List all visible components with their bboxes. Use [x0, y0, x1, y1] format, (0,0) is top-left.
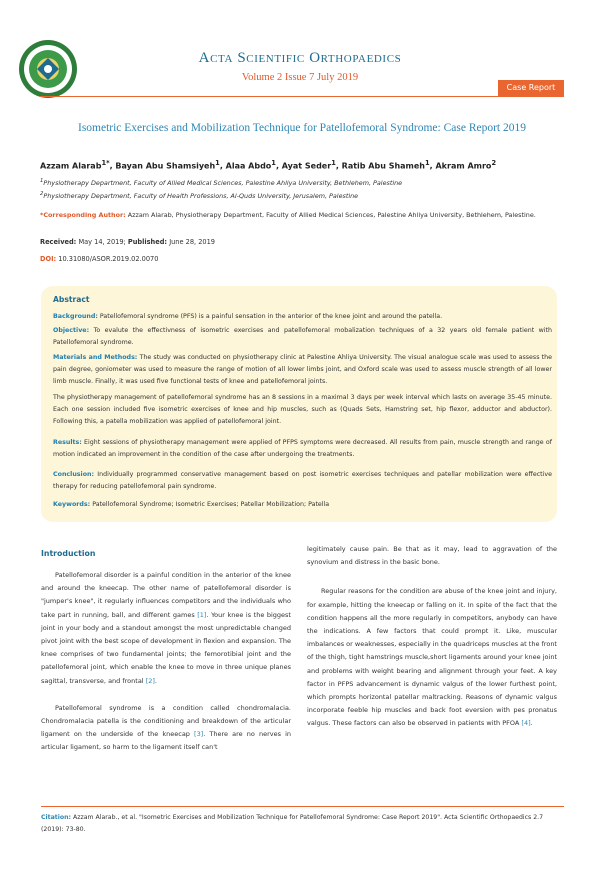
methods-label: Materials and Methods: [53, 354, 138, 361]
author-name: Ratib Abu Shameh [341, 161, 426, 171]
objective-label: Objective: [53, 327, 90, 334]
article-type-badge: Case Report [498, 80, 564, 96]
corresponding-text: Azzam Alarab, Physiotherapy Department, Faculty of Allied Medical Sciences, Palestine Ahliya University, Bethlehem, Palestine. [127, 211, 536, 219]
abstract-objective [53, 325, 552, 349]
corresponding-author [40, 209, 558, 222]
right-column [307, 543, 557, 731]
intro-text: Patellofemoral disorder is a painful condition in the anterior of the knee and around the kneecap. The other name of patellofemoral disorder is "jumper's knee", it regularly influences competitors and the individuals who take part in running, ball, and different games [41, 571, 291, 619]
background-text: Patellofemoral syndrome (PFS) is a painful sensation in the anterior of the knee joint and around the patella. [99, 313, 443, 320]
author-name: Alaa Abdo [225, 161, 272, 171]
abstract-results [53, 437, 552, 461]
affiliation-sup: 2 [40, 191, 44, 197]
affiliation-text: Physiotherapy Department, Faculty of Health Professions, Al-Quds University, Jerusalem, Palestine [43, 192, 359, 201]
conclusion-text: Individually programmed conservative management based on post isometric exercises techniques and patellar mobilization were effective therapy for reducing patellofemoral pain syndrome. [53, 471, 552, 490]
received-label: Received: [40, 238, 77, 246]
doi-label: DOI: [40, 255, 57, 263]
affiliation-2 [40, 191, 358, 200]
introduction-heading: Introduction [41, 549, 96, 558]
keywords-label: Keywords: [53, 501, 91, 508]
doi-value[interactable]: 10.31080/ASOR.2019.02.0070 [58, 255, 159, 263]
intro-text: . [530, 719, 533, 728]
citation-label: Citation: [41, 814, 72, 821]
citation [41, 812, 560, 836]
methods-text: The study was conducted on physiotherapy clinic at Palestine Ahliya University. The visual analogue scale was used to assess the pain degree, goniometer was used to measure the range of motion of all lower limbs joint, and Oxford scale was used to assess muscle strength of all lower limb muscle. Finally, it was used five functional tests of knee and patellofemoral joints. [53, 354, 553, 385]
author-name: Ayat Seder [281, 161, 332, 171]
published-label: Published: [127, 238, 168, 246]
author-sup: 1* [101, 159, 110, 167]
author-sup: 1 [425, 159, 430, 167]
journal-name: Acta Scientific Orthopaedics [198, 50, 402, 66]
results-text: Eight sessions of physiotherapy management were applied of PFPS symptoms were decreased. All results from pain, muscle strength and range of motion indicated an improvement in the condition of the case after undergoing the treatments. [53, 439, 552, 458]
intro-text: Patellofemoral syndrome is a condition called chondromalacia. Chondromalacia patella is the conditioning and breakdown of the articular ligament on the underside of the kneecap [41, 703, 291, 739]
intro-text: . There are no nerves in articular ligament, so harm to the ligament itself can't [41, 730, 291, 752]
objective-text: To evalute the effectivness of isometric exercises and patellofemoral mobalization techniques of a 32 years old female patient with Patellofemoral syndrome. [53, 327, 552, 346]
left-column [41, 569, 291, 755]
intro-paragraph-4 [307, 585, 557, 730]
intro-text: Regular reasons for the condition are abuse of the knee joint and injury, for example, hitting the kneecap or falling on it. In spite of the fact that the condition happens all the more regularly in competitors, anybody can have the indications. A few factors that could prompt it. Like, muscular imbalances or weaknesses, especially in the quadriceps muscles at the front of the thigh, tight hamstrings muscle,short ligaments around your knee joint and problems with weight bearing and alignment through your feet. A key factor in PFPS advancement is dynamic valgus of the lower furthest point, which prompts horizontal patellar maltracking. Reasons of dynamic valgus incorporate feeble hip muscles and back foot eversion with pes pronatus valgus. These factors can also be observed in patients with PFOA [307, 587, 557, 728]
author-sup: 1 [215, 159, 220, 167]
article-title: Isometric Exercises and Mobilization Technique for Patellofemoral Syndrome: Case Report 2019 [77, 122, 526, 134]
abstract-heading: Abstract [53, 295, 90, 304]
author-name: Bayan Abu Shamsiyeh [115, 161, 216, 171]
author-name: Azzam Alarab [40, 161, 102, 171]
author-name: Akram Amro [435, 161, 492, 171]
intro-text: legitimately cause pain. Be that as it may, lead to aggravation of the synovium and distress in the basic bone. [307, 545, 557, 567]
reference-link[interactable]: [2] [145, 676, 155, 685]
journal-seal-icon [17, 38, 79, 100]
affiliation-sup: 1 [40, 178, 44, 184]
footer-divider [41, 806, 564, 807]
conclusion-label: Conclusion: [53, 471, 95, 478]
author-sup: 2 [491, 159, 497, 167]
corresponding-label: *Corresponding Author: [40, 211, 126, 219]
dates [40, 238, 215, 246]
header-divider [40, 96, 564, 97]
reference-link[interactable]: [1] [197, 610, 207, 619]
issue-info: Volume 2 Issue 7 July 2019 [241, 72, 359, 83]
affiliation-1 [40, 178, 402, 187]
author-sup: 1 [271, 159, 276, 167]
intro-paragraph-1 [41, 569, 291, 688]
abstract-methods [53, 352, 552, 388]
author-list: Azzam Alarab$^{1*}$, Bayan Abu Shamsiyeh$^1$, Alaa Abdo$^1$, Ayat Seder$^1$, Ratib Abu Shameh$^1$, Akram Amro$^2$ [40, 159, 497, 171]
abstract-background [53, 311, 552, 323]
results-label: Results: [53, 439, 82, 446]
author-sup: 1 [331, 159, 336, 167]
intro-text: . Your knee is the biggest joint in your body and a standout amongst the most unpredictable changed pivot joint with the best scope of development in flexion and expansion. The knee comprises of two fundamental joints; the femorotibial joint and the patellofemoral joint, which enable the knee to move in three unique planes sagittal, transverse, and frontal [41, 610, 291, 685]
background-label: Background: [53, 313, 98, 320]
received-date: May 14, 2019; [78, 238, 126, 246]
reference-link[interactable]: [4] [521, 719, 531, 728]
methods-text-2: The physiotherapy management of patellofemoral syndrome has an 8 sessions in a maximal 3 days per week interval which lasts on average 35-45 minute. Each one session included five isometric exercises of knee and hip muscles, such as (Quads Sets, Hamstring set, hip flexor, adductor and abductor). Following this, a patella mobilization was applied of patellofemoral joint. [53, 394, 552, 425]
keywords-text: Patellofemoral Syndrome; Isometric Exercises; Patellar Mobilization; Patella [92, 501, 330, 508]
abstract-methods-2 [53, 392, 552, 428]
intro-text: . [154, 676, 157, 685]
doi [40, 255, 158, 263]
intro-paragraph-3 [307, 543, 557, 569]
abstract-conclusion [53, 469, 552, 493]
published-date: June 28, 2019 [169, 238, 216, 246]
reference-link[interactable]: [3] [194, 730, 204, 739]
citation-text: Azzam Alarab., et al. "Isometric Exercises and Mobilization Technique for Patellofemoral Syndrome: Case Report 2019". Acta Scientific Orthopaedics 2.7 (2019): 73-80. [41, 814, 544, 833]
affiliation-text: Physiotherapy Department, Faculty of Allied Medical Sciences, Palestine Ahliya University, Bethlehem, Palestine [43, 179, 403, 188]
abstract-keywords [53, 499, 552, 511]
intro-paragraph-2 [41, 702, 291, 755]
